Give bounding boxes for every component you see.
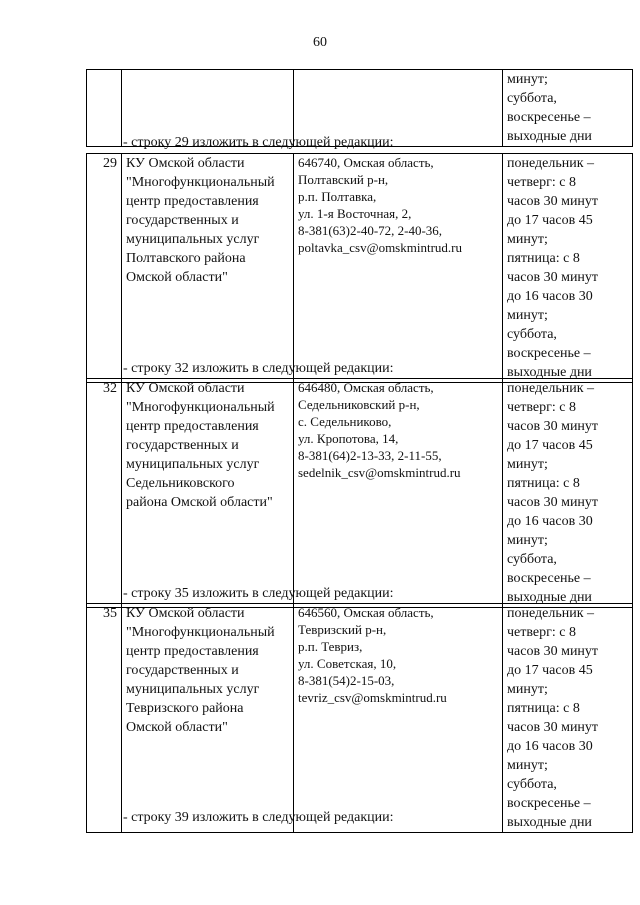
working-hours-cell: понедельник – четверг: с 8 часов 30 минут до 17 часов 45 минут; пятница: с 8 часов 30 минут до 16 часов 30 минут; суббота, воскресенье – выходные дни xyxy=(503,604,633,833)
working-hours-cell: понедельник – четверг: с 8 часов 30 минут до 17 часов 45 минут; пятница: с 8 часов 30 минут до 16 часов 30 минут; суббота, воскресенье – выходные дни xyxy=(503,154,633,383)
institution-name-cell: КУ Омской области "Многофункциональный центр предоставления государственных и муниципальных услуг Тевризского района Омской области" xyxy=(122,604,294,833)
row-32-table xyxy=(86,378,633,608)
row-number-cell xyxy=(87,70,122,147)
institution-name-cell: КУ Омской области "Многофункциональный центр предоставления государственных и муниципальных услуг Седельниковского района Омской области" xyxy=(122,379,294,608)
edit-instruction-row-29: - строку 29 изложить в следующей редакции: xyxy=(123,135,394,150)
row-number-cell: 29 xyxy=(87,154,122,383)
row-35-table xyxy=(86,603,633,833)
edit-instruction-row-35: - строку 35 изложить в следующей редакции: xyxy=(123,586,394,601)
table-row xyxy=(87,379,633,608)
row-number-cell: 35 xyxy=(87,604,122,833)
edit-instruction-row-32: - строку 32 изложить в следующей редакции: xyxy=(123,361,394,376)
row-number-cell: 32 xyxy=(87,379,122,608)
working-hours-cell: понедельник – четверг: с 8 часов 30 минут до 17 часов 45 минут; пятница: с 8 часов 30 минут до 16 часов 30 минут; суббота, воскресенье – выходные дни xyxy=(503,379,633,608)
row-29-table xyxy=(86,153,633,383)
page-number: 60 xyxy=(313,35,327,50)
address-cell: 646480, Омская область, Седельниковский р-н, с. Седельниково, ул. Кропотова, 14, 8-381(64)2-13-33, 2-11-55, sedelnik_csv@omskmintrud.ru xyxy=(294,379,503,608)
table-row xyxy=(87,154,633,383)
table-row xyxy=(87,604,633,833)
edit-instruction-row-39: - строку 39 изложить в следующей редакции: xyxy=(123,810,394,825)
institution-name-cell: КУ Омской области "Многофункциональный центр предоставления государственных и муниципальных услуг Полтавского района Омской области" xyxy=(122,154,294,383)
address-cell: 646560, Омская область, Тевризский р-н, р.п. Тевриз, ул. Советская, 10, 8-381(54)2-15-03, tevriz_csv@omskmintrud.ru xyxy=(294,604,503,833)
working-hours-cell: минут; суббота, воскресенье – выходные дни xyxy=(503,70,633,147)
address-cell: 646740, Омская область, Полтавский р-н, р.п. Полтавка, ул. 1-я Восточная, 2, 8-381(63)2-40-72, 2-40-36, poltavka_csv@omskmintrud.ru xyxy=(294,154,503,383)
